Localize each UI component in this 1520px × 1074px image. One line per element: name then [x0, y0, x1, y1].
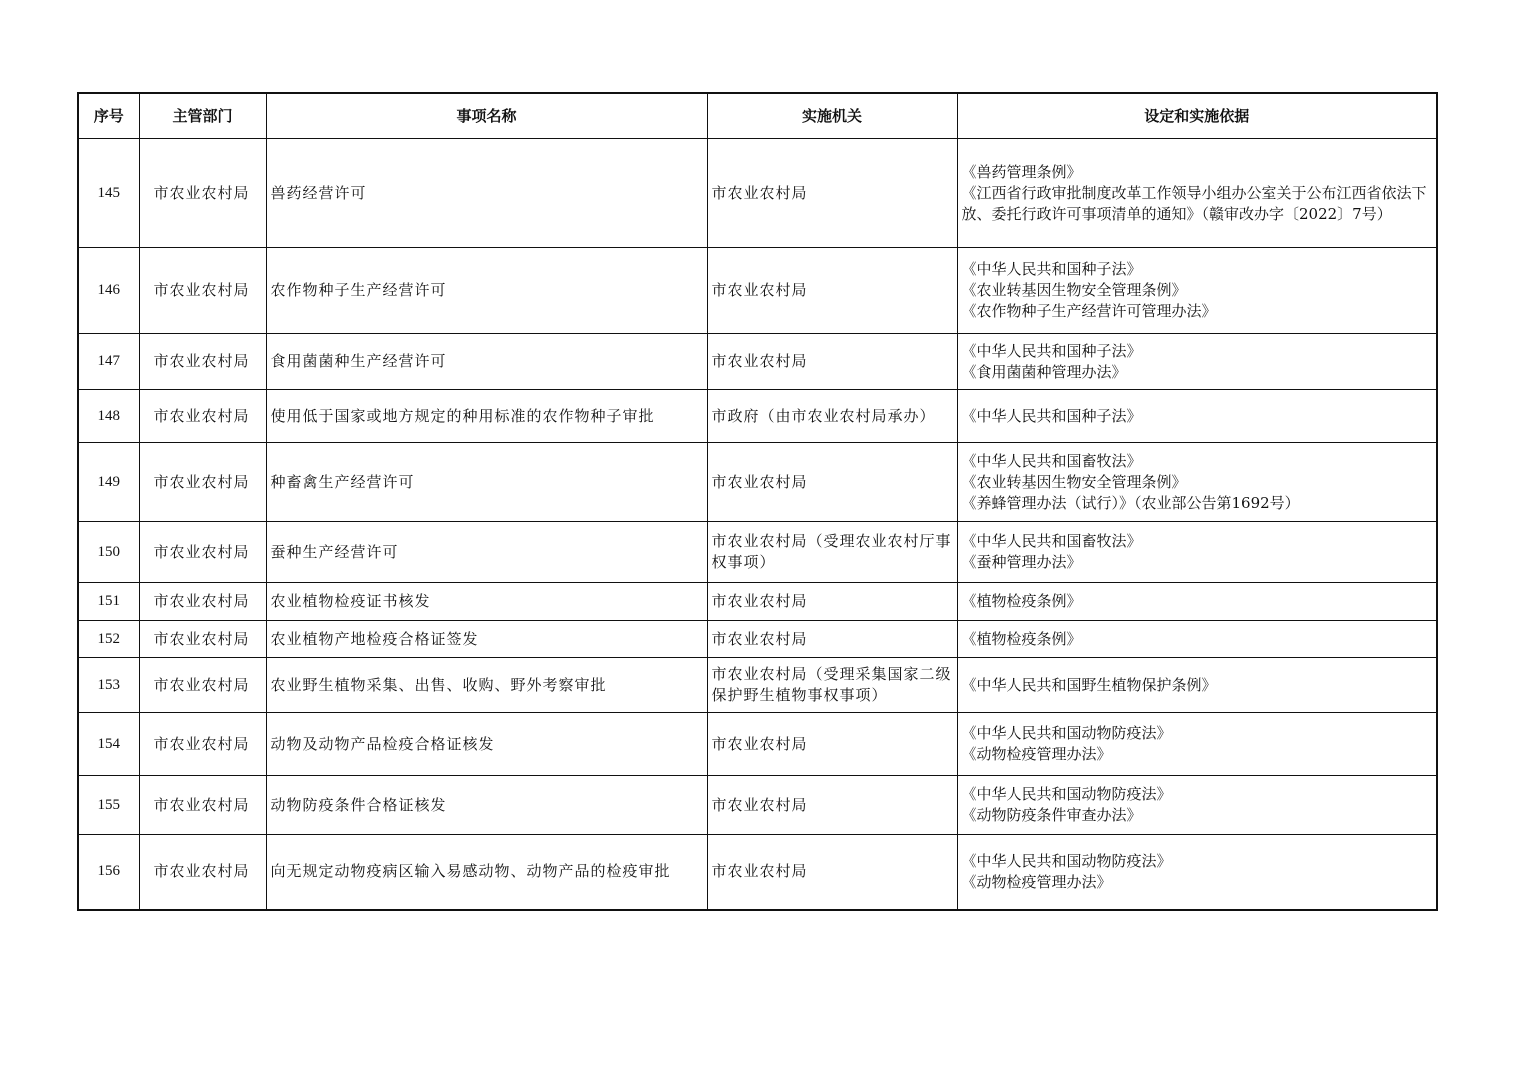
- row-implementing-agency: 市农业农村局: [707, 443, 957, 522]
- table-row: [78, 139, 1437, 248]
- header-dept: 主管部门: [139, 93, 266, 139]
- legal-basis-line: 《中华人民共和国种子法》: [961, 260, 1142, 278]
- table-row: [78, 776, 1437, 835]
- row-item-name: 农业野生植物采集、出售、收购、野外考察审批: [266, 658, 707, 713]
- row-legal-basis: [957, 139, 1437, 248]
- row-item-name: 农业植物检疫证书核发: [266, 583, 707, 621]
- table-row: [78, 522, 1437, 583]
- header-row: [78, 93, 1437, 139]
- row-item-name: 食用菌菌种生产经营许可: [266, 334, 707, 390]
- row-number: 156: [78, 835, 139, 910]
- row-number: 154: [78, 713, 139, 776]
- row-department: 市农业农村局: [139, 248, 266, 334]
- table-row: [78, 621, 1437, 658]
- row-number: 148: [78, 390, 139, 443]
- row-legal-basis: [957, 522, 1437, 583]
- legal-basis-line: 《中华人民共和国种子法》: [961, 406, 1142, 425]
- licensing-items-table: [77, 92, 1438, 911]
- row-number: 147: [78, 334, 139, 390]
- row-item-name: 兽药经营许可: [266, 139, 707, 248]
- row-item-name: 动物及动物产品检疫合格证核发: [266, 713, 707, 776]
- legal-basis-line: 《蚕种管理办法》: [961, 553, 1082, 571]
- row-implementing-agency: 市农业农村局: [707, 713, 957, 776]
- row-department: 市农业农村局: [139, 835, 266, 910]
- table-row: [78, 658, 1437, 713]
- row-number: 146: [78, 248, 139, 334]
- row-legal-basis: [957, 621, 1437, 658]
- legal-basis-line: 《农业转基因生物安全管理条例》: [961, 472, 1187, 491]
- row-implementing-agency: 市农业农村局: [707, 583, 957, 621]
- table-row: [78, 390, 1437, 443]
- legal-basis-line: 《中华人民共和国野生植物保护条例》: [961, 675, 1217, 694]
- header-no: 序号: [78, 93, 139, 139]
- table-header: [78, 93, 1437, 139]
- table-body: [78, 139, 1437, 910]
- row-legal-basis: [957, 776, 1437, 835]
- row-implementing-agency: 市政府（由市农业农村局承办）: [707, 390, 957, 443]
- header-basis: 设定和实施依据: [957, 93, 1437, 139]
- legal-basis-line: 《动物防疫条件审查办法》: [961, 806, 1142, 824]
- row-legal-basis: [957, 248, 1437, 334]
- legal-basis-line: 《动物检疫管理办法》: [961, 872, 1112, 891]
- row-item-name: 农业植物产地检疫合格证签发: [266, 621, 707, 658]
- row-department: 市农业农村局: [139, 583, 266, 621]
- row-legal-basis: [957, 334, 1437, 390]
- table-row: [78, 835, 1437, 910]
- row-implementing-agency: 市农业农村局: [707, 139, 957, 248]
- legal-basis-line: 《养蜂管理办法（试行）》（农业部公告第1692号）: [961, 493, 1300, 512]
- row-implementing-agency: 市农业农村局: [707, 776, 957, 835]
- row-implementing-agency: 市农业农村局（受理农业农村厅事权事项）: [707, 522, 957, 583]
- row-department: 市农业农村局: [139, 522, 266, 583]
- legal-basis-line: 《农业转基因生物安全管理条例》: [961, 281, 1187, 299]
- row-item-name: 种畜禽生产经营许可: [266, 443, 707, 522]
- legal-basis-line: 《中华人民共和国畜牧法》: [961, 451, 1142, 470]
- row-legal-basis: [957, 835, 1437, 910]
- row-number: 145: [78, 139, 139, 248]
- legal-basis-line: 《食用菌菌种管理办法》: [961, 362, 1127, 381]
- row-implementing-agency: 市农业农村局（受理采集国家二级保护野生植物事权事项）: [707, 658, 957, 713]
- row-item-name: 向无规定动物疫病区输入易感动物、动物产品的检疫审批: [266, 835, 707, 910]
- table-row: [78, 443, 1437, 522]
- table-row: [78, 334, 1437, 390]
- row-implementing-agency: 市农业农村局: [707, 835, 957, 910]
- row-number: 151: [78, 583, 139, 621]
- row-legal-basis: [957, 713, 1437, 776]
- row-department: 市农业农村局: [139, 713, 266, 776]
- row-number: 152: [78, 621, 139, 658]
- legal-basis-line: 《中华人民共和国动物防疫法》: [961, 724, 1172, 742]
- row-department: 市农业农村局: [139, 658, 266, 713]
- legal-basis-line: 《江西省行政审批制度改革工作领导小组办公室关于公布江西省依法下放、委托行政许可事项清单的通知》（赣审改办字〔2022〕7号）: [961, 183, 1427, 223]
- row-department: 市农业农村局: [139, 621, 266, 658]
- row-implementing-agency: 市农业农村局: [707, 621, 957, 658]
- row-department: 市农业农村局: [139, 776, 266, 835]
- legal-basis-line: 《中华人民共和国动物防疫法》: [961, 851, 1172, 870]
- legal-basis-line: 《兽药管理条例》: [961, 162, 1082, 181]
- legal-basis-line: 《植物检疫条例》: [961, 629, 1082, 648]
- legal-basis-line: 《中华人民共和国畜牧法》: [961, 532, 1142, 550]
- row-department: 市农业农村局: [139, 443, 266, 522]
- row-item-name: 农作物种子生产经营许可: [266, 248, 707, 334]
- row-legal-basis: [957, 390, 1437, 443]
- header-item: 事项名称: [266, 93, 707, 139]
- row-item-name: 使用低于国家或地方规定的种用标准的农作物种子审批: [266, 390, 707, 443]
- row-item-name: 动物防疫条件合格证核发: [266, 776, 707, 835]
- row-department: 市农业农村局: [139, 334, 266, 390]
- row-number: 153: [78, 658, 139, 713]
- row-number: 150: [78, 522, 139, 583]
- row-number: 149: [78, 443, 139, 522]
- row-item-name: 蚕种生产经营许可: [266, 522, 707, 583]
- row-legal-basis: [957, 583, 1437, 621]
- table-row: [78, 248, 1437, 334]
- table-row: [78, 713, 1437, 776]
- row-department: 市农业农村局: [139, 139, 266, 248]
- legal-basis-line: 《动物检疫管理办法》: [961, 745, 1112, 763]
- legal-basis-line: 《植物检疫条例》: [961, 592, 1082, 610]
- legal-basis-line: 《中华人民共和国动物防疫法》: [961, 785, 1172, 803]
- legal-basis-line: 《农作物种子生产经营许可管理办法》: [961, 302, 1217, 320]
- row-department: 市农业农村局: [139, 390, 266, 443]
- row-implementing-agency: 市农业农村局: [707, 248, 957, 334]
- table-row: [78, 583, 1437, 621]
- row-legal-basis: [957, 658, 1437, 713]
- row-implementing-agency: 市农业农村局: [707, 334, 957, 390]
- legal-basis-line: 《中华人民共和国种子法》: [961, 341, 1142, 360]
- row-number: 155: [78, 776, 139, 835]
- header-org: 实施机关: [707, 93, 957, 139]
- row-legal-basis: [957, 443, 1437, 522]
